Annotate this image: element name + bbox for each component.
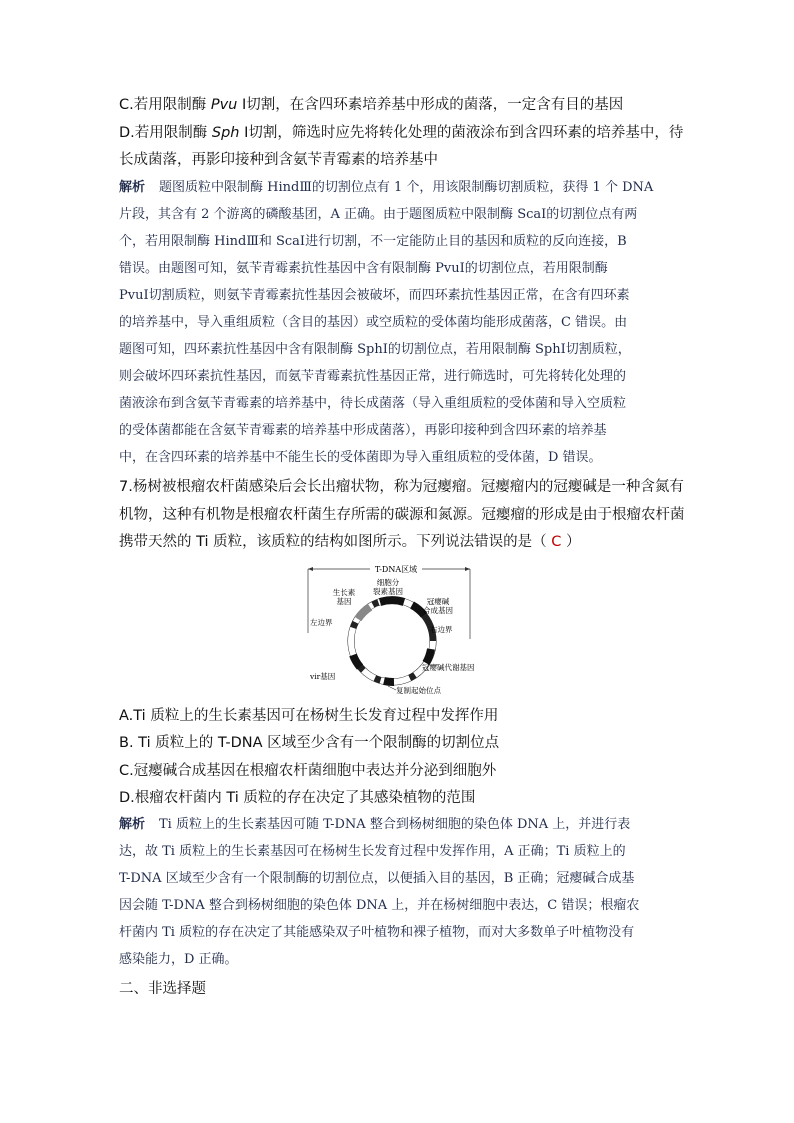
opine-synthesis-label: 合成基因: [423, 606, 453, 615]
vir-gene-label: vir基因: [310, 672, 336, 681]
analysis-line: 则会破坏四环素抗性基因，而氨苄青霉素抗性基因正常，进行筛选时，可先将转化处理的: [119, 369, 627, 384]
analysis-line: 的受体菌都能在含氨苄青霉素的培养基中形成菌落），再影印接种到含四环素的培养基: [119, 423, 607, 438]
option-d: D.根瘤农杆菌内 Ti 质粒的存在决定了其感染植物的范围: [119, 790, 476, 806]
analysis-line: 杆菌内 Ti 质粒的存在决定了其能感染双子叶植物和裸子植物，而对大多数单子叶植物没有: [119, 925, 635, 940]
tdna-arrow-left: [308, 567, 313, 571]
tdna-arrow-right: [465, 567, 470, 571]
growth-gene-label: 生长素: [332, 588, 356, 597]
opine-metabolism-label: 冠瘿碱代谢基因: [422, 663, 475, 672]
answer-letter: C: [551, 534, 562, 550]
analysis-tag: 解析: [119, 180, 146, 195]
tdna-title: T-DNA区域: [374, 565, 418, 574]
option-c: [119, 95, 623, 115]
left-border-label: 左边界: [310, 618, 333, 627]
analysis-line: 感染能力，D 正确。: [119, 952, 238, 967]
ori-leader: [388, 686, 396, 690]
option-b: B. Ti 质粒上的 T-DNA 区域至少含有一个限制酶的切割位点: [119, 735, 500, 751]
analysis-line: T-DNA 区域至少含有一个限制酶的切割位点，以便插入目的基因，B 正确；冠瘿碱合成基: [119, 871, 635, 886]
option-c: C.冠瘿碱合成基因在根瘤农杆菌细胞中表达并分泌到细胞外: [119, 763, 497, 779]
question-7-line: 7.杨树被根瘤农杆菌感染后会长出瘤状物，称为冠瘿瘤。冠瘿瘤内的冠瘿碱是一种含氮有: [119, 479, 684, 495]
option-d-prefix: D.若用限制酶: [119, 125, 212, 141]
growth-gene-block: [358, 607, 370, 619]
enzyme-name: Pvu: [210, 97, 238, 113]
plasmid-diagram: [300, 559, 500, 699]
cytokinin-gene-label: 细胞分: [376, 578, 400, 587]
option-a: A.Ti 质粒上的生长素基因可在杨树生长发育过程中发挥作用: [119, 708, 499, 724]
analysis-line: 因会随 T-DNA 整合到杨树细胞的染色体 DNA 上，并在杨树细胞中表达，C 错误；根瘤农: [119, 898, 640, 913]
question-7-line: [119, 532, 581, 552]
option-c-prefix: C.若用限制酶: [119, 97, 211, 113]
ori-label: 复制起始位点: [396, 686, 441, 695]
analysis-line: 片段，其含有 2 个游离的磷酸基团，A 正确。由于题图质粒中限制酶 ScaⅠ的切割位点有两: [119, 207, 638, 222]
analysis-text: Ti 质粒上的生长素基因可随 T-DNA 整合到杨树细胞的染色体 DNA 上，并进行表: [159, 817, 631, 832]
analysis-line: [119, 178, 653, 198]
opine-synthesis-label: 冠瘿碱: [426, 597, 450, 606]
option-d-text: Ⅰ切割，筛选时应先将转化处理的菌液涂布到含四环素的培养基中，待: [239, 125, 684, 141]
option-c-text: Ⅰ切割，在含四环素培养基中形成的菌落，一定含有目的基因: [237, 97, 624, 113]
analysis-text: 题图质粒中限制酶 HindⅢ的切割位点有 1 个，用该限制酶切割质粒，获得 1 个 DNA: [159, 180, 654, 195]
analysis-line: PvuⅠ切割质粒，则氨苄青霉素抗性基因会被破坏，而四环素抗性基因正常，在含有四环素: [119, 288, 630, 303]
analysis-line: 个，若用限制酶 HindⅢ和 ScaⅠ进行切割，不一定能防止目的基因和质粒的反向连接，B: [119, 234, 627, 249]
analysis-line: 题图可知，四环素抗性基因中含有限制酶 SphⅠ的切割位点，若用限制酶 SphⅠ切割质粒，: [119, 342, 631, 357]
option-d: [119, 123, 683, 143]
analysis-line: 达，故 Ti 质粒上的生长素基因可在杨树生长发育过程中发挥作用，A 正确；Ti 质粒上的: [119, 844, 626, 859]
section-heading: 二、非选择题: [119, 981, 206, 997]
ori-block: [384, 681, 394, 682]
analysis-line: 错误。由题图可知，氨苄青霉素抗性基因中含有限制酶 PvuⅠ的切割位点，若用限制酶: [119, 261, 608, 276]
question-7-text: 携带天然的 Ti 质粒，该质粒的结构如图所示。下列说法错误的是（: [119, 534, 552, 550]
analysis-line: 中，在含四环素的培养基中不能生长的受体菌即为导入重组质粒的受体菌，D 错误。: [119, 450, 602, 465]
cytokinin-gene-label: 裂素基因: [373, 587, 403, 596]
analysis-line: [119, 815, 630, 835]
ti-plasmid-figure: [300, 559, 500, 699]
analysis-line: 菌液涂布到含氨苄青霉素的培养基中，待长成菌落（导入重组质粒的受体菌和导入空质粒: [119, 396, 627, 411]
analysis-tag: 解析: [119, 817, 146, 832]
analysis-line: 的培养基中，导入重组质粒（含目的基因）或空质粒的受体菌均能形成菌落，C 错误。由: [119, 315, 628, 330]
enzyme-name: Sph: [211, 125, 240, 141]
question-7-line: 机物，这种有机物是根瘤农杆菌生存所需的碳源和氮源。冠瘿瘤的形成是由于根瘤农杆菌: [119, 507, 685, 523]
cytokinin-gene-block: [380, 600, 404, 602]
growth-gene-label: 基因: [336, 597, 352, 606]
right-border-label: 右边界: [430, 625, 453, 634]
option-d-continued: 长成菌落，再影印接种到含氨苄青霉素的培养基中: [119, 152, 438, 168]
opine-metabolism-gene-block: [426, 649, 431, 663]
answer-paren-close: ）: [561, 534, 581, 550]
